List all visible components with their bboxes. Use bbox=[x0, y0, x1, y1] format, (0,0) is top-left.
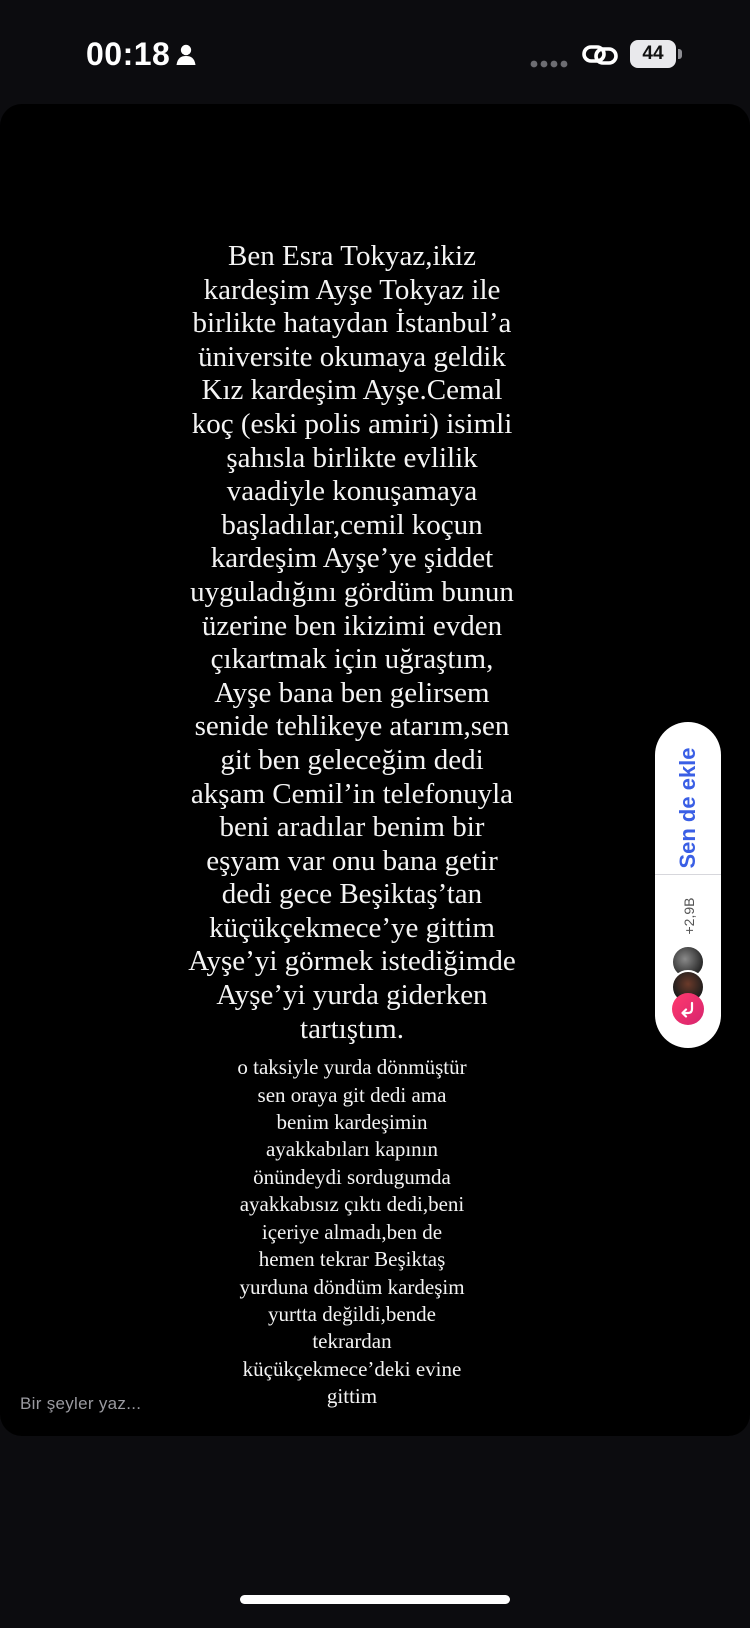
battery-cap bbox=[678, 49, 682, 59]
story-line: gittim bbox=[326, 1384, 378, 1409]
story-line: vaadiyle konuşamaya bbox=[226, 475, 478, 508]
participants-count: +2,9B bbox=[681, 897, 697, 935]
story-line: benim kardeşimin bbox=[276, 1110, 428, 1135]
link-icon bbox=[582, 42, 618, 68]
story-line: Ben Esra Tokyaz,ikiz bbox=[228, 240, 476, 272]
story-line: hemen tekrar Beşiktaş bbox=[258, 1247, 446, 1272]
story-line: yurtta değildi,bende bbox=[268, 1301, 436, 1326]
add-yours-label[interactable]: Sen de ekle bbox=[675, 747, 700, 869]
story-line: o taksiyle yurda dönmüştür bbox=[237, 1055, 467, 1080]
story-line: kardeşim Ayşe Tokyaz ile bbox=[203, 273, 501, 306]
story-line: Ayşe bana ben gelirsem bbox=[214, 676, 490, 709]
story-line: şahısla birlikte evlilik bbox=[226, 441, 478, 474]
story-line: Kız kardeşim Ayşe.Cemal bbox=[201, 374, 503, 407]
sticker-divider bbox=[655, 874, 721, 875]
story-line: koç (eski polis amiri) isimli bbox=[191, 407, 513, 440]
story-line: senide tehlikeye atarım,sen bbox=[194, 710, 510, 743]
battery-icon bbox=[630, 40, 676, 68]
story-line: çıkartmak için uğraştım, bbox=[210, 643, 494, 676]
status-bar bbox=[0, 0, 750, 104]
story-line: yurduna döndüm kardeşim bbox=[239, 1274, 465, 1299]
story-line: başladılar,cemil koçun bbox=[221, 508, 483, 541]
story-line: tartıştım. bbox=[300, 1012, 404, 1045]
story-line: birlikte hataydan İstanbul’a bbox=[192, 307, 512, 340]
story-card[interactable] bbox=[0, 104, 750, 1436]
add-yours-button[interactable] bbox=[672, 993, 704, 1025]
story-line: Ayşe’yi görmek istediğimde bbox=[188, 945, 516, 978]
story-line: sen oraya git dedi ama bbox=[257, 1082, 447, 1107]
story-line: içeriye almadı,ben de bbox=[261, 1219, 443, 1244]
story-line: eşyam var onu bana getir bbox=[206, 844, 498, 877]
story-line: ayakkabısız çıktı dedi,beni bbox=[239, 1192, 465, 1217]
story-paragraph-small bbox=[120, 1054, 584, 1410]
home-indicator[interactable] bbox=[240, 1595, 510, 1604]
story-line: Ayşe’yi yurda giderken bbox=[216, 979, 488, 1012]
signal-dots-icon bbox=[530, 60, 568, 68]
story-text bbox=[120, 240, 584, 1411]
reply-input[interactable]: Bir şeyler yaz... bbox=[20, 1394, 142, 1413]
story-line: üniversite okumaya geldik bbox=[198, 340, 506, 373]
story-line: ayakkabıları kapının bbox=[265, 1137, 439, 1162]
story-line: küçükçekmece’deki evine bbox=[242, 1356, 462, 1381]
story-line: dedi gece Beşiktaş’tan bbox=[221, 878, 483, 911]
story-line: önündeydi sordugumda bbox=[253, 1164, 451, 1189]
story-line: uyguladığını gördüm bunun bbox=[190, 575, 514, 608]
story-line: kardeşim Ayşe’ye şiddet bbox=[210, 542, 494, 575]
story-line: tekrardan bbox=[312, 1329, 392, 1354]
story-line: küçükçekmece’ye gittim bbox=[209, 911, 495, 944]
story-paragraph-large bbox=[120, 240, 584, 1046]
status-time: 00:18 bbox=[86, 36, 171, 72]
add-arrow-icon bbox=[679, 1000, 697, 1018]
battery-level: 44 bbox=[642, 43, 664, 64]
story-line: beni aradılar benim bir bbox=[219, 811, 485, 844]
story-line: üzerine ben ikizimi evden bbox=[201, 609, 503, 642]
story-line: akşam Cemil’in telefonuyla bbox=[190, 777, 514, 810]
story-line: git ben geleceğim dedi bbox=[220, 743, 484, 776]
person-icon bbox=[176, 44, 196, 66]
